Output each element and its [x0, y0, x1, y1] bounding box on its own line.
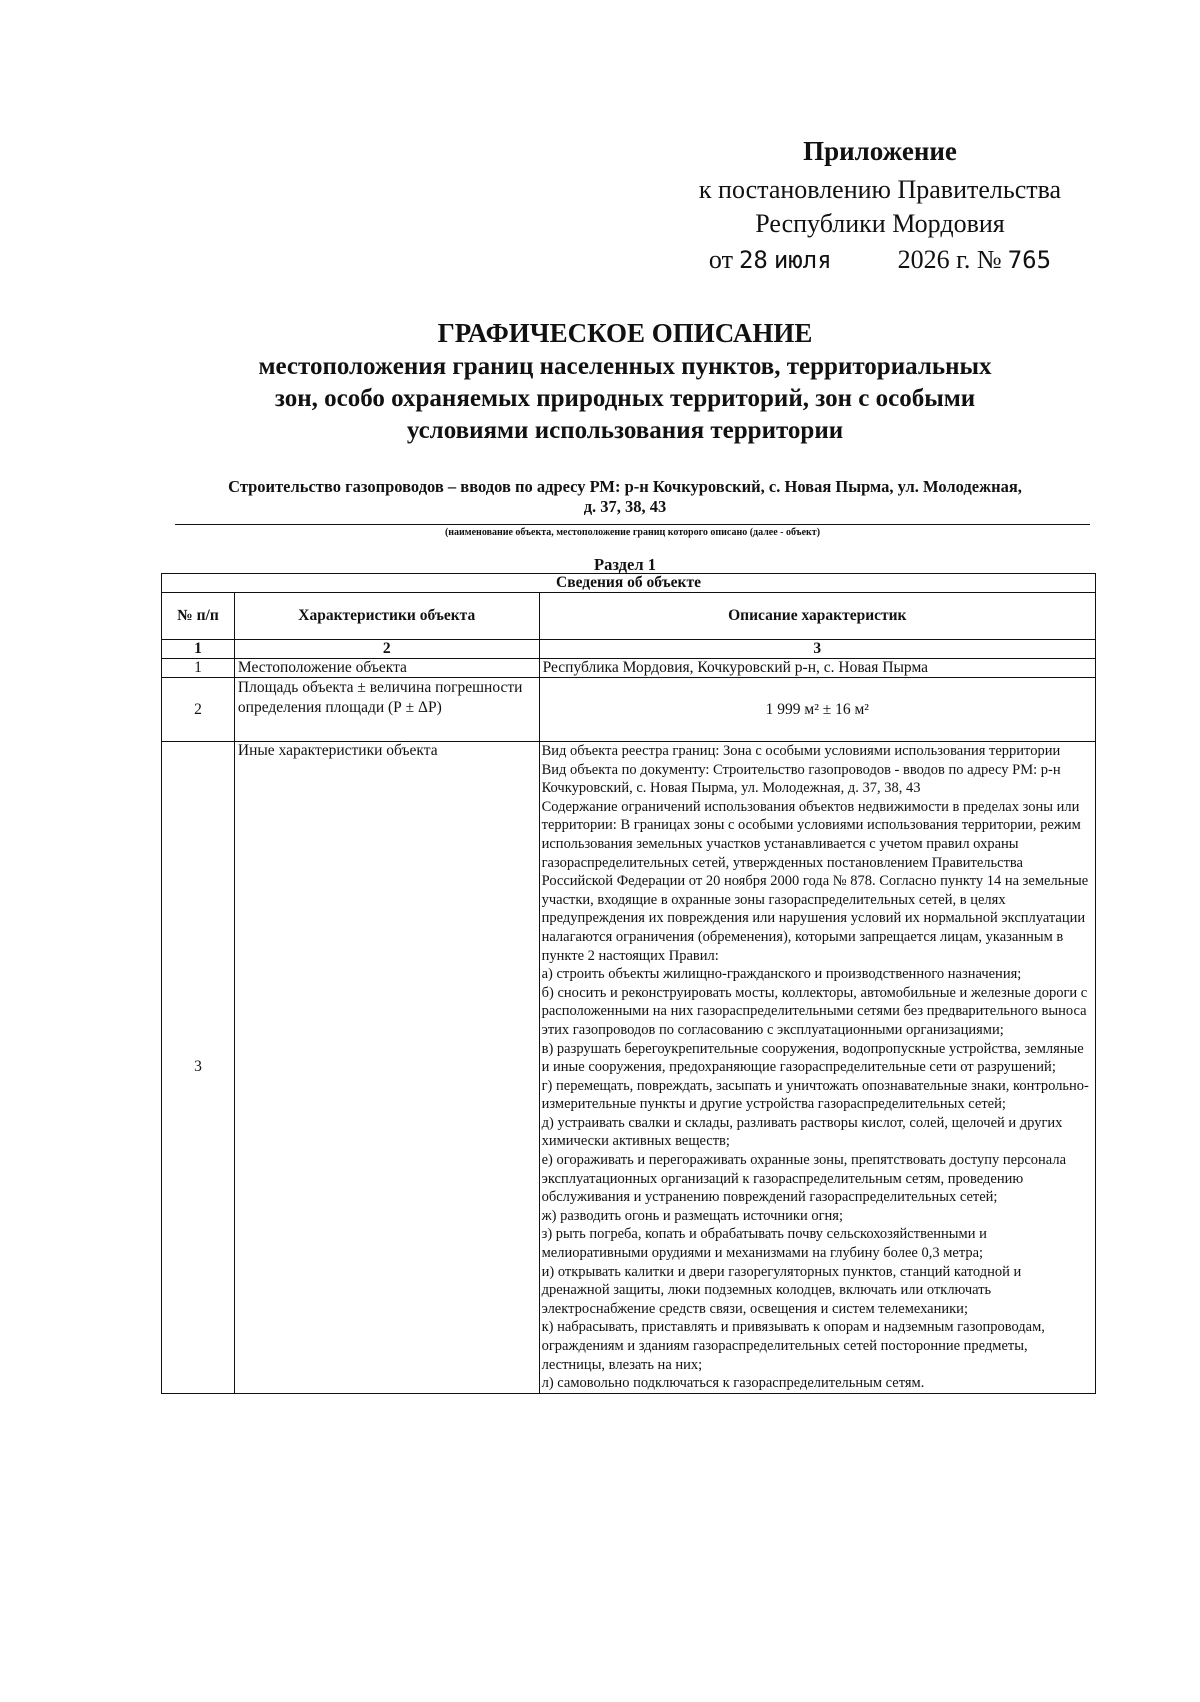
- decree-number: 765: [1007, 246, 1052, 274]
- object-caption: (наименование объекта, местоположение границ которого описано (далее - объект): [444, 527, 821, 538]
- row-1-name: Местоположение объекта: [234, 659, 539, 678]
- table-row: [162, 678, 1096, 742]
- appendix-line-2: Республики Мордовия: [755, 209, 1005, 238]
- section-label: Раздел 1: [594, 555, 656, 574]
- restriction-item: д) устраивать свалки и склады, разливать растворы кислот, солей, щелочей и других химически активных веществ;: [541, 1114, 1063, 1150]
- appendix-line-1: к постановлению Правительства: [698, 175, 1062, 204]
- row-2-name: Площадь объекта ± величина погрешности определения площади (Р ± ΔР): [234, 678, 539, 742]
- row-3-name: Иные характеристики объекта: [234, 742, 539, 1394]
- table-header-row: [162, 593, 1096, 640]
- other-characteristic-1: Вид объекта реестра границ: Зона с особыми условиями использования территории: [541, 743, 1061, 759]
- row-2-value: 1 999 м² ± 16 м²: [539, 678, 1095, 742]
- header-characteristic: Характеристики объекта: [234, 593, 539, 640]
- restriction-item: к) набрасывать, приставлять и привязывать к опорам и надземным газопроводам, ограждениям и зданиям газораспределительных сетей посторонние предметы, лестницы, влезать на них;: [541, 1319, 1045, 1373]
- date-day: 28: [738, 246, 768, 274]
- table-title-row: [162, 574, 1096, 593]
- subtitle-line-2: зон, особо охраняемых природных территорий, зон с особыми: [274, 385, 976, 412]
- document-heading: [150, 318, 1100, 447]
- restriction-item: л) самовольно подключаться к газораспределительным сетям.: [541, 1375, 925, 1392]
- restriction-item: з) рыть погреба, копать и обрабатывать почву сельскохозяйственными и мелиоративными орудиями и механизмами на глубину более 0,3 метра;: [541, 1226, 987, 1262]
- restriction-item: б) сносить и реконструировать мосты, коллекторы, автомобильные и железные дороги с расположенными на них газораспределительными сетями без предварительного выноса этих газопроводов по согласованию с эксплуатационными организациями;: [541, 984, 1088, 1038]
- restriction-item: г) перемещать, повреждать, засыпать и уничтожать опознавательные знаки, контрольно-измерительные пункты и другие устройства газораспределительных сетей;: [541, 1077, 1089, 1113]
- column-number-row: [162, 640, 1096, 659]
- object-name-line-1: Строительство газопроводов – вводов по адресу РМ: р-н Кочкуровский, с. Новая Пырма, ул. Молодежная,: [228, 477, 1022, 496]
- document-title: ГРАФИЧЕСКОЕ ОПИСАНИЕ: [437, 318, 813, 348]
- row-3-num: 3: [162, 742, 235, 1394]
- restriction-item: ж) разводить огонь и размещать источники огня;: [541, 1207, 843, 1224]
- col-number-2: 2: [234, 640, 539, 659]
- object-info-table: [161, 573, 1096, 1394]
- restriction-item: е) огораживать и перегораживать охранные зоны, препятствовать доступу персонала эксплуатационных организаций к газораспределительным сетям, проведению обслуживания и устранению повреждений газораспределительных сетей;: [541, 1152, 1067, 1206]
- header-num: № п/п: [162, 593, 235, 640]
- object-underline: [175, 524, 1090, 525]
- decree-date: [670, 243, 1090, 277]
- table-row: [162, 742, 1096, 1394]
- col-number-1: 1: [162, 640, 235, 659]
- table-row: [162, 659, 1096, 678]
- restriction-item: и) открывать калитки и двери газорегуляторных пунктов, станций катодной и дренажной защиты, люки подземных колодцев, включать или отключать электроснабжение средств связи, освещения и систем телемеханики;: [541, 1263, 1022, 1317]
- appendix-title: Приложение: [803, 136, 957, 166]
- restriction-item: а) строить объекты жилищно-гражданского и производственного назначения;: [541, 966, 1022, 983]
- date-prefix: от: [708, 245, 733, 274]
- row-3-value: [539, 742, 1095, 1394]
- header-description: Описание характеристик: [539, 593, 1095, 640]
- subtitle-line-1: местоположения границ населенных пунктов, территориальных: [258, 353, 992, 380]
- row-2-num: 2: [162, 678, 235, 742]
- other-characteristic-2: Вид объекта по документу: Строительство газопроводов - вводов по адресу РМ: р-н Кочкуровский, с. Новая Пырма, ул. Молодежная, д. 37, 38, 43: [541, 761, 1061, 797]
- object-name: [175, 477, 1075, 517]
- row-1-value: Республика Мордовия, Кочкуровский р-н, с. Новая Пырма: [539, 659, 1095, 678]
- subtitle-line-3: условиями использования территории: [406, 417, 844, 444]
- other-characteristic-3: Содержание ограничений использования объектов недвижимости в пределах зоны или территории: В границах зоны с особыми условиями использования территории, режим использования земельных участков устанавливается с учетом правил охраны газораспределительных сетей, утвержденных постановлением Правительства Российской Федерации от 20 ноября 2000 года № 878. Согласно пункту 14 на земельные участки, входящие в охранные зоны газораспределительных сетей, в целях предупреждения их повреждения или нарушения условий их нормальной эксплуатации налагаются ограничения (обременения), которыми запрещается лицам, указанным в пункте 2 настоящих Правил:: [541, 798, 1089, 964]
- object-name-line-2: д. 37, 38, 43: [583, 497, 667, 516]
- table-title: Сведения об объекте: [162, 574, 1096, 593]
- restriction-item: в) разрушать берегоукрепительные сооружения, водопропускные устройства, земляные и иные сооружения, предохраняющие газораспределительные сети от разрушений;: [541, 1040, 1084, 1076]
- appendix-block: [670, 136, 1090, 277]
- col-number-3: 3: [539, 640, 1095, 659]
- date-month: июля: [773, 246, 832, 274]
- date-year: 2026 г. №: [897, 245, 1002, 274]
- row-1-num: 1: [162, 659, 235, 678]
